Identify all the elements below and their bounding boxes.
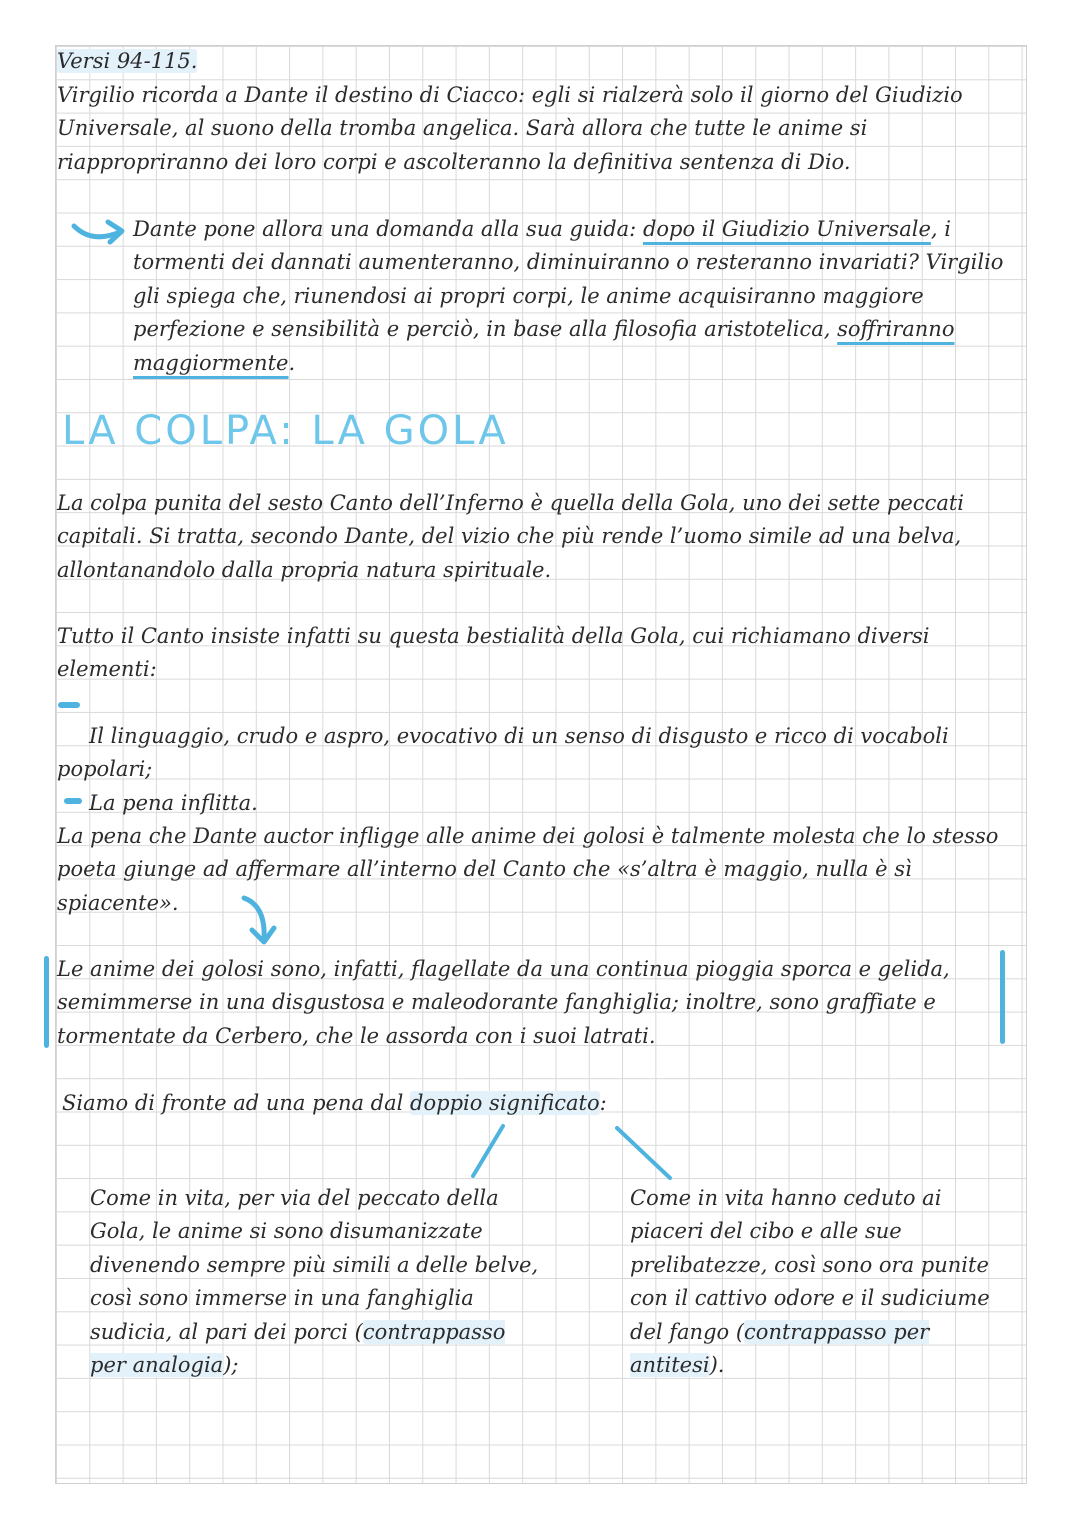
pena-paragraph: La pena che Dante auctor infligge alle anime dei golosi è talmente molesta che lo stesso poeta giunge ad affermare all’interno del Canto che «s’altra è maggio, nulla è sì spiacente».	[57, 824, 999, 915]
bracket-left-icon	[44, 956, 49, 1048]
right-branch-text: Come in vita hanno ceduto ai piaceri del cibo e alle sue prelibatezze, così sono ora punite con il cattivo odore e il sudiciume del fango (contrappasso per antitesi).	[630, 1186, 990, 1378]
section-heading: Versi 94-115.	[57, 49, 198, 73]
highlight-judgement: dopo il Giudizio Universale	[642, 217, 931, 241]
bullet-penalty: La pena inflitta.	[89, 791, 258, 815]
highlight-suffering: soffriranno maggiormente	[133, 317, 955, 375]
anime-paragraph: Le anime dei golosi sono, infatti, flagellate da una continua pioggia sporca e gelida, semimmerse in una disgustosa e maleodorante fanghiglia; inoltre, sono graffiate e tormentate da Cerbero, che le assorda con i suoi latrati.	[57, 957, 950, 1048]
double-meaning-line: Siamo di fronte ad una pena dal doppio significato:	[62, 1091, 607, 1115]
question-paragraph: Dante pone allora una domanda alla sua guida: dopo il Giudizio Universale, i tormenti dei dannati aumenteranno, diminuiranno o resteranno invariati? Virgilio gli spiega che, riunendosi ai propri corpi, le anime acquisiranno maggiore perfezione e sensibilità e perciò, in base alla filosofia aristotelica, soffriranno maggiormente.	[133, 217, 1004, 375]
canto-paragraph: Tutto il Canto insiste infatti su questa bestialità della Gola, cui richiamano diversi elementi:	[57, 624, 930, 682]
colpa-paragraph: La colpa punita del sesto Canto dell’Inferno è quella della Gola, uno dei sette peccati capitali. Si tratta, secondo Dante, del vizio che più rende l’uomo simile ad una belva, allontanandolo dalla propria natura spirituale.	[57, 491, 965, 582]
intro-paragraph: Virgilio ricorda a Dante il destino di Ciacco: egli si rialzerà solo il giorno del Giudizio Universale, al suono della tromba angelica. Sarà allora che tutte le anime si riappropriranno dei loro corpi e ascolteranno la definitiva sentenza di Dio.	[57, 83, 963, 174]
bullet-language: Il linguaggio, crudo e aspro, evocativo di un senso di disgusto e ricco di vocaboli popolari;	[57, 724, 949, 782]
section-title: LA COLPA: LA GOLA	[62, 408, 509, 454]
left-branch-text: Come in vita, per via del peccato della Gola, le anime si sono disumanizzate divenendo sempre più simili a delle belve, così sono immerse in una fanghiglia sudicia, al pari dei porci (contrappasso per analogia);	[90, 1186, 539, 1378]
